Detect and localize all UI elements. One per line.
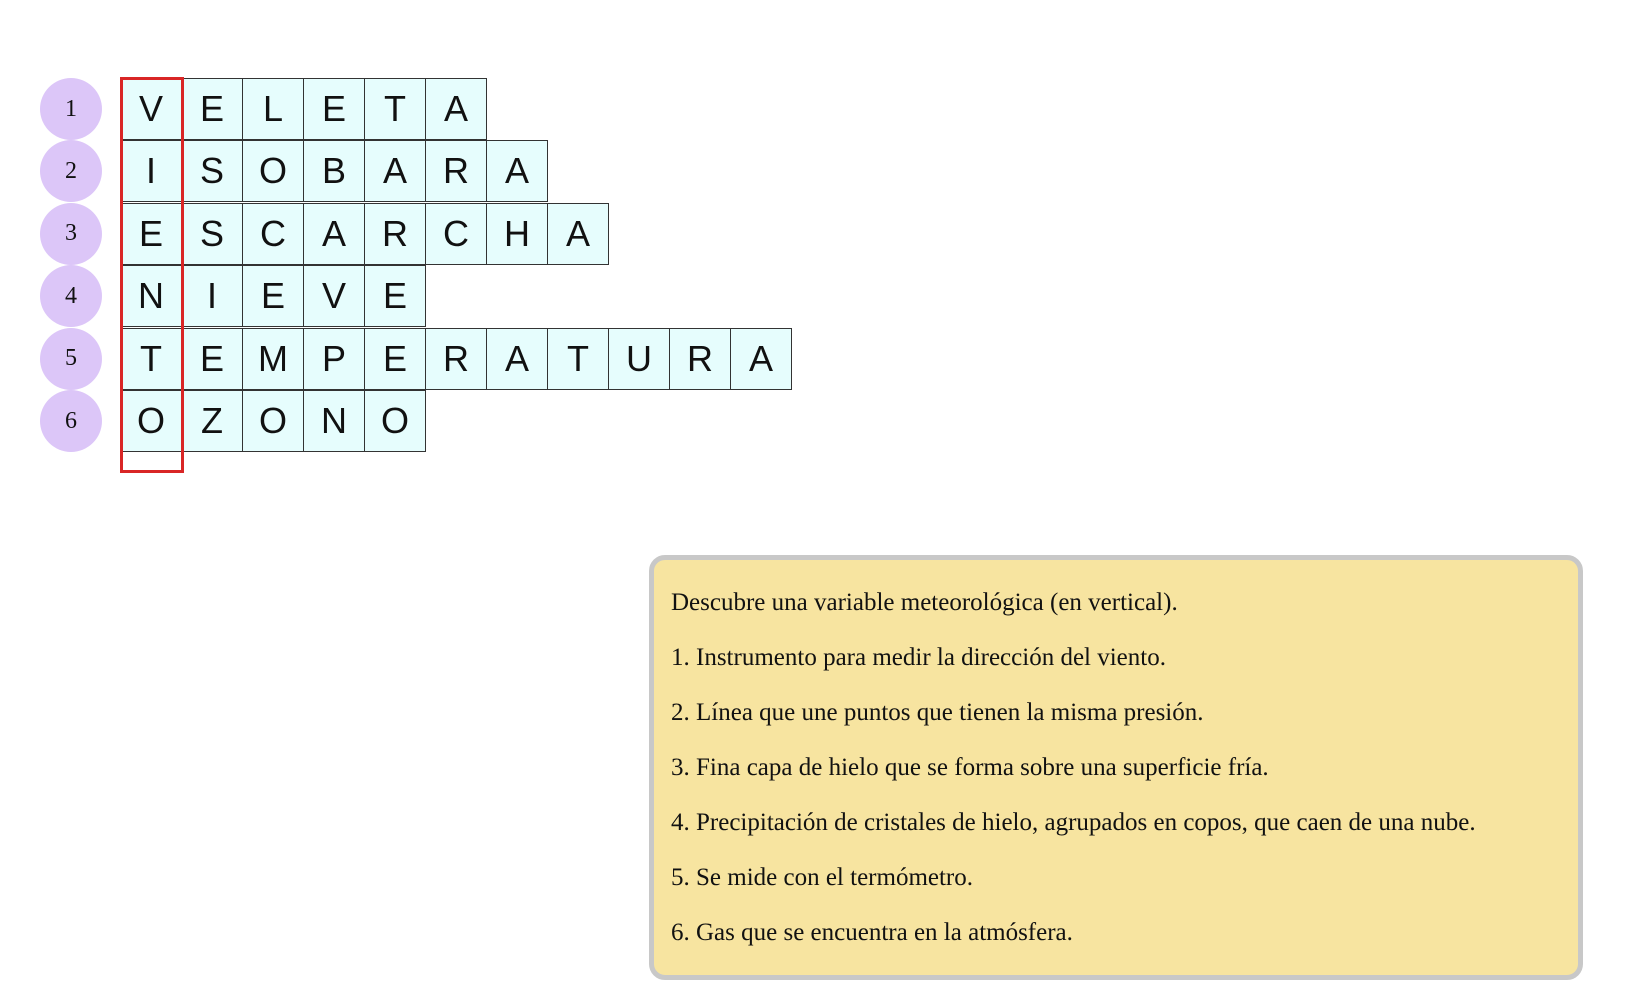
row-number-badge: 2 — [40, 140, 102, 202]
letter-cell[interactable]: N — [120, 265, 182, 327]
letter-cell[interactable]: A — [303, 203, 365, 265]
letter-cell[interactable]: O — [242, 390, 304, 452]
clue-3: 3. Fina capa de hielo que se forma sobre una superficie fría. — [671, 754, 1269, 781]
letter-cell[interactable]: E — [120, 203, 182, 265]
letter-cell[interactable]: P — [303, 328, 365, 390]
letter-cell[interactable]: H — [486, 203, 548, 265]
letter-cell[interactable]: T — [120, 328, 182, 390]
letter-cell[interactable]: A — [730, 328, 792, 390]
row-number-badge: 1 — [40, 78, 102, 140]
letter-cell[interactable]: U — [608, 328, 670, 390]
letter-cell[interactable]: I — [120, 140, 182, 202]
letter-cell[interactable]: E — [364, 265, 426, 327]
letter-cell[interactable]: B — [303, 140, 365, 202]
letter-cell[interactable]: E — [181, 78, 243, 140]
letter-cell[interactable]: R — [364, 203, 426, 265]
letter-cell[interactable]: A — [486, 328, 548, 390]
letter-cell[interactable]: V — [303, 265, 365, 327]
row-number-badge: 5 — [40, 328, 102, 390]
clue-intro: Descubre una variable meteorológica (en vertical). — [671, 589, 1178, 616]
clue-4: 4. Precipitación de cristales de hielo, agrupados en copos, que caen de una nube. — [671, 809, 1476, 836]
letter-cell[interactable]: R — [425, 140, 487, 202]
row-number-badge: 4 — [40, 265, 102, 327]
letter-cell[interactable]: T — [364, 78, 426, 140]
letter-cell[interactable]: S — [181, 203, 243, 265]
clue-6: 6. Gas que se encuentra en la atmósfera. — [671, 919, 1073, 946]
letter-cell[interactable]: N — [303, 390, 365, 452]
row-number-badge: 3 — [40, 203, 102, 265]
letter-cell[interactable]: S — [181, 140, 243, 202]
letter-cell[interactable]: E — [303, 78, 365, 140]
clue-5: 5. Se mide con el termómetro. — [671, 864, 974, 891]
letter-cell[interactable]: O — [120, 390, 182, 452]
letter-cell[interactable]: A — [486, 140, 548, 202]
letter-cell[interactable]: E — [242, 265, 304, 327]
letter-cell[interactable]: A — [364, 140, 426, 202]
letter-cell[interactable]: E — [181, 328, 243, 390]
letter-cell[interactable]: L — [242, 78, 304, 140]
letter-cell[interactable]: R — [425, 328, 487, 390]
letter-cell[interactable]: I — [181, 265, 243, 327]
clue-1: 1. Instrumento para medir la dirección del viento. — [671, 644, 1166, 671]
letter-cell[interactable]: A — [425, 78, 487, 140]
clue-panel — [649, 555, 1583, 980]
letter-cell[interactable]: C — [425, 203, 487, 265]
letter-cell[interactable]: M — [242, 328, 304, 390]
letter-cell[interactable]: O — [242, 140, 304, 202]
letter-cell[interactable]: E — [364, 328, 426, 390]
letter-cell[interactable]: C — [242, 203, 304, 265]
letter-cell[interactable]: Z — [181, 390, 243, 452]
letter-cell[interactable]: T — [547, 328, 609, 390]
letter-cell[interactable]: O — [364, 390, 426, 452]
clue-2: 2. Línea que une puntos que tienen la misma presión. — [671, 699, 1204, 726]
letter-cell[interactable]: R — [669, 328, 731, 390]
letter-cell[interactable]: A — [547, 203, 609, 265]
letter-cell[interactable]: V — [120, 78, 182, 140]
row-number-badge: 6 — [40, 390, 102, 452]
